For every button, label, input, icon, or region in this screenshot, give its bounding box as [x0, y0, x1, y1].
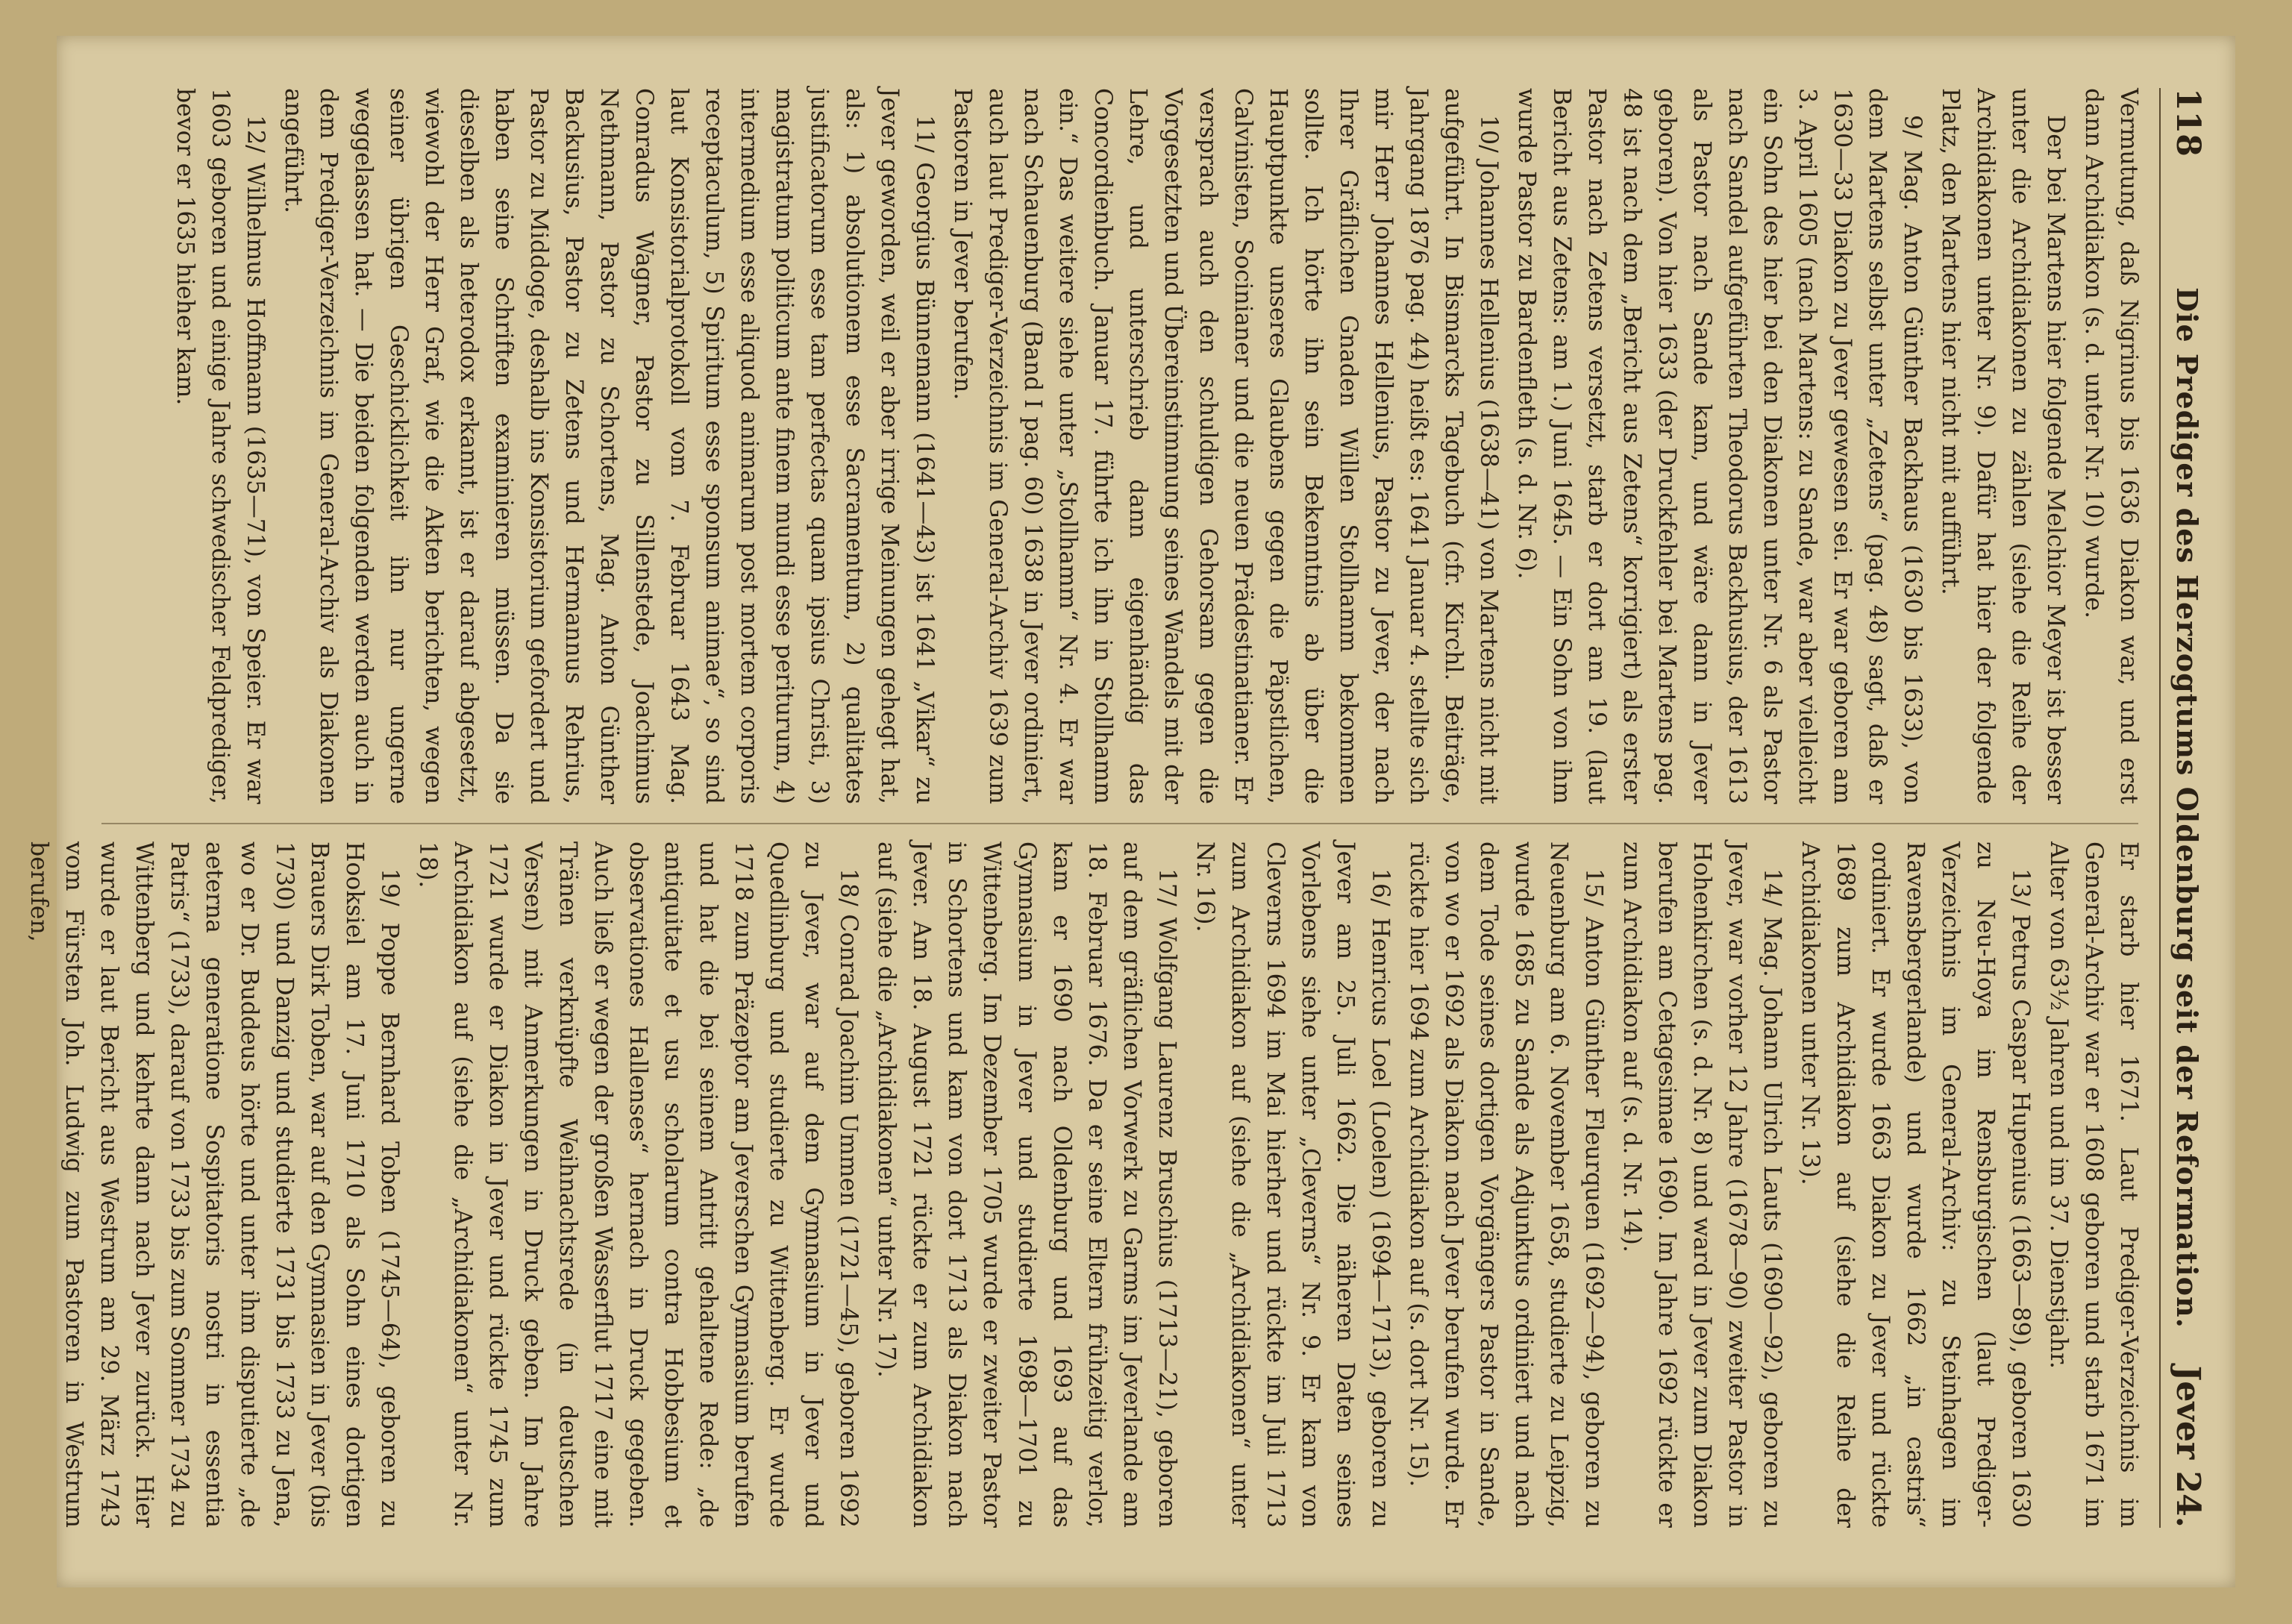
- paragraph-entry-12: 12/ Wilhelmus Hoffmann (1635—71), von Speier. Er war 1603 geboren und einige Jahre schwedischer Feldprediger, bevor er 1635 hieher kam.: [172, 88, 269, 804]
- page-header: [2159, 88, 2210, 1528]
- paragraph-entry-19: 19/ Poppe Bernhard Toben (1745—64), geboren zu Hooksiel am 17. Juni 1710 als Sohn eines dortigen Brauers Dirk Toben, war auf den Gymnasien in Jever (bis 1730) und Danzig und studierte 1731 bis 1733 zu Jena, wo er Dr. Buddeus hörte und unter ihm disputierte „de aeterna generatione Sospitatoris nostri in essentia Patris“ (1733), darauf von 1733 bis zum Sommer 1734 zu Wittenberg und kehrte dann nach Jever zurück. Hier wurde er laut Bericht aus Westrum am 29. März 1743 vom Fürsten Joh. Ludwig zum Pastoren in Westrum berufen,: [25, 841, 403, 1528]
- paragraph-entry-18: 18/ Conrad Joachim Ummen (1721—45), geboren 1692 zu Jever, war auf dem Gymnasium in Jever und Quedlinburg und studierte zu Wittenberg. Er wurde 1718 zum Präzeptor am Jeverschen Gymnasium berufen und hat die bei seinem Antritt gehaltene Rede: „de antiquitate et usu scholarum contra Hobbesium et observationes Hallenses“ hernach in Druck gegeben. Auch ließ er wegen der großen Wasserflut 1717 eine mit Tränen verknüpfte Weihnachtsrede (in deutschen Versen) mit Anmerkungen in Druck geben. Im Jahre 1721 wurde er Diakon in Jever und rückte 1745 zum Archidiakon auf (siehe die „Archidiakonen“ unter Nr. 18).: [414, 841, 862, 1528]
- running-title: Die Prediger des Herzogtums Oldenburg seit der Reformation.: [2170, 287, 2204, 1329]
- paragraph-entry-14: 14/ Mag. Johann Ulrich Lauts (1690—92), geboren zu Jever, war vorher 12 Jahre (1678—90) zweiter Pastor in Hohenkirchen (s. d. Nr. 8) und ward in Jever zum Diakon berufen am Cetagesimae 1690. Im Jahre 1692 rückte er zum Archidiakon auf (s. d. Nr. 14).: [1618, 841, 1785, 1528]
- paragraph-entry-10: 10/ Johannes Hellenius (1638—41) von Martens nicht mit aufgeführt. In Bismarcks Tagebuch (cfr. Kirchl. Beiträge, Jahrgang 1876 pag. 44) heißt es: 1641 Januar 4. stellte sich mir Herr Johannes Hellenius, Pastor zu Jever, der nach Ihrer Gräflichen Gnaden Willen Stollhamm bekommen sollte. Ich hörte ihn sein Bekenntnis ab über die Hauptpunkte unseres Glaubens gegen die Päpstlichen, Calvinisten, Socinianer und die neuen Prädestinatianer. Er versprach auch den schuldigen Gehorsam gegen die Vorgesetzten und Übereinstimmung seines Wandels mit der Lehre, und unterschrieb dann eigenhändig das Concordienbuch. Januar 17. führte ich ihn in Stollhamm ein.“ Das weitere siehe unter „Stollhamm“ Nr. 4. Er war nach Schauenburg (Band I pag. 60) 1638 in Jever ordiniert, auch laut Prediger-Verzeichnis im General-Archiv 1639 zum Pastoren in Jever berufen.: [949, 88, 1502, 804]
- page-number: 118: [2169, 88, 2207, 157]
- paragraph-entry-17: 17/ Wolfgang Laurenz Bruschius (1713—21), geboren auf dem gräflichen Vorwerk zu Garms im Jeverlande am 18. Februar 1676. Da er seine Eltern frühzeitig verlor, kam er 1690 nach Oldenburg und 1693 auf das Gymnasium in Jever und studierte 1698—1701 zu Wittenberg. Im Dezember 1705 wurde er zweiter Pastor in Schortens und kam von dort 1713 als Diakon nach Jever. Am 18. August 1721 rückte er zum Archidiakon auf (siehe die „Archidiakonen“ unter Nr. 17).: [873, 841, 1180, 1528]
- right-text-column: [25, 841, 2146, 1528]
- paragraph-entry-9: 9/ Mag. Anton Günther Backhaus (1630 bis 1633), von dem Martens selbst unter „Zetens“ (pag. 48) sagt, daß er 1630—33 Diakon zu Jever gewesen sei. Er war geboren am 3. April 1605 (nach Martens: zu Sande, war aber vielleicht ein Sohn des hier bei den Diakonen unter Nr. 6 als Pastor nach Sandel aufgeführten Theodorus Backhusius, der 1613 als Pastor nach Sande kam, und wäre dann in Jever geboren). Von hier 1633 (der Druckfehler bei Martens pag. 48 ist nach dem „Bericht aus Zetens“ korrigiert) als erster Pastor nach Zetens versetzt, starb er dort am 19. (laut Bericht aus Zetens: am 1.) Juni 1645. — Ein Sohn von ihm wurde Pastor zu Bardenfleth (s. d. Nr. 6).: [1513, 88, 1926, 804]
- paragraph: Der bei Martens hier folgende Melchior Meyer ist besser unter die Archidiakonen zu zählen (siehe die Reihe der Archidiakonen unter Nr. 9). Dafür hat hier der folgende Platz, den Martens hier nicht mit aufführt.: [1937, 88, 2069, 804]
- paragraph: Vermutung, daß Nigrinus bis 1636 Diakon war, und erst dann Archidiakon (s. d. unter Nr. 10) wurde.: [2080, 88, 2142, 804]
- paragraph-entry-15: 15/ Anton Günther Fleurquen (1692—94), geboren zu Neuenburg am 6. November 1658, studierte zu Leipzig, wurde 1685 zu Sande als Adjunktus ordiniert und nach dem Tode seines dortigen Vorgängers Pastor in Sande, von wo er 1692 als Diakon nach Jever berufen wurde. Er rückte hier 1694 zum Archidiakon auf (s. dort Nr. 15).: [1405, 841, 1607, 1528]
- paragraph-entry-16: 16/ Henricus Loel (Loelen) (1694—1713), geboren zu Jever am 25. Juli 1662. Die näheren Daten seines Vorlebens siehe unter „Cleverns“ Nr. 9. Er kam von Cleverns 1694 im Mai hierher und rückte im Juli 1713 zum Archidiakon auf (siehe die „Archidiakonen“ unter Nr. 16).: [1192, 841, 1394, 1528]
- paragraph-entry-11: 11/ Georgius Bünnemann (1641—43) ist 1641 „Vikar“ zu Jever geworden, weil er aber irrige Meinungen gehegt hat, als: 1) absolutionem esse Sacramentum, 2) qualitates justificatorum esse tam perfectas quam ipsius Christi, 3) magistratum politicum ante finem mundi esse periturum, 4) intermedium esse aliquod animarum post mortem corporis receptaculum, 5) Spiritum esse sponsum animae“, so sind laut Konsistorialprotokoll vom 7. Februar 1643 Mag. Conradus Wagner, Pastor zu Sillenstede, Joachimus Nethmann, Pastor zu Schortens, Mag. Anton Günther Backusius, Pastor zu Zetens und Hermannus Rehrius, Pastor zu Middoge, deshalb ins Konsistorium gefordert und haben seine Schriften examinieren müssen. Da sie dieselben als heterodox erkannt, ist er darauf abgesetzt, wiewohl der Herr Graf, wie die Akten berichten, wegen seiner übrigen Geschicklichkeit ihn nur ungerne weggelassen hat. — Die beiden folgenden werden auch in dem Prediger-Verzeichnis im General-Archiv als Diakonen angeführt.: [280, 88, 938, 804]
- paragraph: Er starb hier 1671. Laut Prediger-Verzeichnis im General-Archiv war er 1608 geboren und starb 1671 im Alter von 63½ Jahren und im 37. Dienstjahr.: [2045, 841, 2142, 1528]
- column-divider: [101, 823, 2138, 824]
- book-page: [25, 36, 2235, 1587]
- section-heading: Jever 24.: [2169, 1365, 2207, 1528]
- left-text-column: [87, 88, 2146, 804]
- paragraph-entry-13: 13/ Petrus Caspar Hupenius (1663—89), geboren 1630 zu Neu-Hoya im Rensburgischen (laut Prediger-Verzeichnis im General-Archiv: zu Steinhagen im Ravensbergerlande) und wurde 1662 „in castris“ ordiniert. Er wurde 1663 Diakon zu Jever und rückte 1689 zum Archidiakon auf (siehe die Reihe der Archidiakonen unter Nr. 13).: [1797, 841, 2034, 1528]
